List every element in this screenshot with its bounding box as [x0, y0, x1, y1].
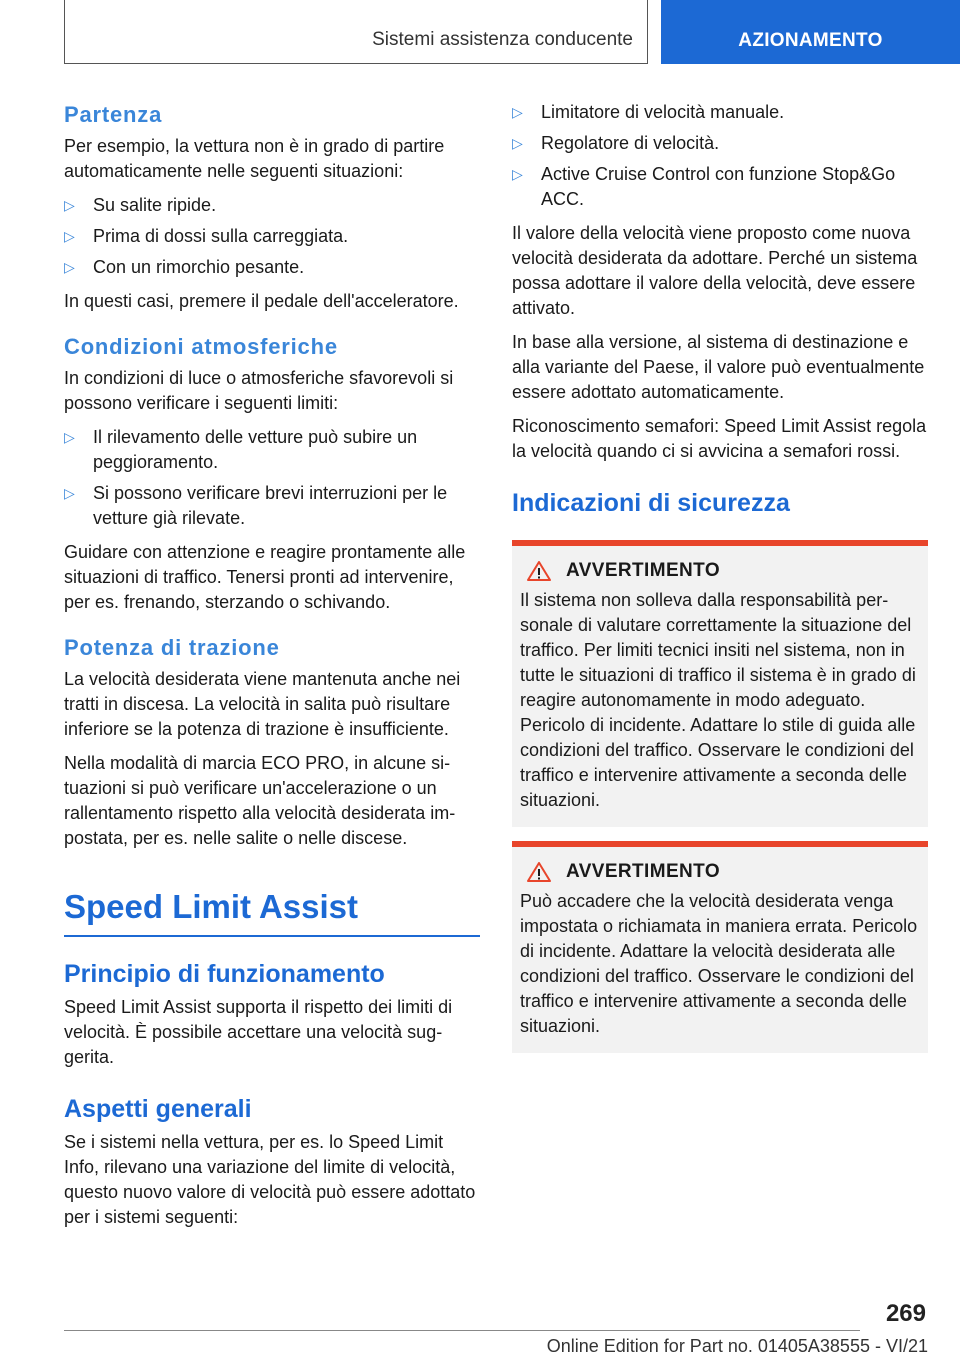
triangle-right-icon: ▷: [64, 429, 75, 445]
right-column: [512, 100, 928, 1067]
warning-title: AVVERTIMENTO: [566, 560, 720, 581]
potenza-paragraph-2: Nella modalità di marcia ECO PRO, in alcune situazioni si può verificare un'accelerazione o un rallentamento rispetto alla velocità desiderata impostata, per es. nelle salite o nelle discese.: [64, 753, 456, 848]
principio-paragraph: Speed Limit Assist supporta il rispetto dei limiti di velocità. È possibile accettare una velocità suggerita.: [64, 997, 453, 1067]
triangle-right-icon: ▷: [64, 259, 75, 275]
header-section-title: Sistemi assistenza conducente: [372, 29, 633, 50]
warning-box-1: [512, 540, 928, 827]
warning-header: [520, 560, 920, 582]
condizioni-outro: Guidare con attenzione e reagire prontamente alle situazioni di traffico. Tenersi pronti ad intervenire, per es. frenando, sterzando o schivando.: [64, 542, 466, 612]
partenza-intro: Per esempio, la vettura non è in grado di partire automaticamente nelle seguenti situazioni:: [64, 136, 445, 181]
header-chapter-tab: [661, 0, 960, 64]
systems-list: [512, 100, 928, 212]
warning-text: Il sistema non solleva dalla responsabilità personale di valutare correttamente la situazione del traffico. Per limiti tecnici insiti nel sistema, non in tutte le situazioni di traffico il sistema è in grado di reagire autonomamente in modo adeguato. Pericolo di incidente. Adattare lo stile di guida alle condizioni del traffico. Osservare le condizioni del traffico e intervenire attivamente a seconda delle situazioni.: [520, 590, 916, 810]
heading-speed-limit-assist: Speed Limit Assist: [64, 885, 480, 937]
warning-title: AVVERTIMENTO: [566, 861, 720, 882]
list-item: ▷ Limitatore di velocità manuale.: [512, 100, 928, 125]
warning-triangle-icon: [526, 560, 552, 582]
triangle-right-icon: ▷: [64, 228, 75, 244]
triangle-right-icon: ▷: [64, 485, 75, 501]
heading-aspetti: Aspetti generali: [64, 1095, 252, 1123]
list-item: ▷ Active Cruise Control con funzione Stop&Go ACC.: [512, 164, 896, 209]
header-section-tab: [64, 0, 648, 64]
heading-partenza: Partenza: [64, 102, 163, 127]
heading-condizioni: Condizioni atmosferiche: [64, 334, 338, 359]
heading-sicurezza: Indicazioni di sicurezza: [512, 489, 790, 517]
page-number: 269: [885, 1300, 926, 1327]
aspetti-paragraph: Se i sistemi nella vettura, per es. lo Speed Limit Info, rilevano una variazione del limite di velocità, questo nuovo valore di velocità può essere adottato per i sistemi seguenti:: [64, 1132, 476, 1227]
heading-principio: Principio di funzionamento: [64, 960, 385, 988]
potenza-paragraph-1: La velocità desiderata viene mantenuta anche nei tratti in discesa. La velocità in salita può risultare inferiore se la potenza di trazione è insufficiente.: [64, 669, 461, 739]
condizioni-list: [64, 425, 480, 531]
warning-triangle-icon: [526, 861, 552, 883]
partenza-outro: In questi casi, premere il pedale dell'acceleratore.: [64, 291, 459, 311]
triangle-right-icon: ▷: [512, 104, 523, 120]
header-chapter-title: AZIONAMENTO: [738, 30, 883, 51]
partenza-list: [64, 193, 480, 280]
heading-potenza: Potenza di trazione: [64, 635, 280, 660]
list-item: ▷ Il rilevamento delle vetture può subire un peggioramento.: [64, 427, 418, 472]
triangle-right-icon: ▷: [512, 166, 523, 182]
triangle-right-icon: ▷: [512, 135, 523, 151]
triangle-right-icon: ▷: [64, 197, 75, 213]
list-item: ▷ Su salite ripide.: [64, 193, 480, 218]
warning-box-2: [512, 841, 928, 1053]
list-item: ▷ Regolatore di velocità.: [512, 131, 928, 156]
right-paragraph-2: In base alla versione, al sistema di destinazione e alla variante del Paese, il valore può eventualmente essere adottato automaticamente.: [512, 332, 925, 402]
footer-edition: Online Edition for Part no. 01405A38555 - VI/21: [546, 1336, 928, 1356]
warning-header: [520, 861, 920, 883]
condizioni-intro: In condizioni di luce o atmosferiche sfavorevoli si possono verificare i seguenti limiti:: [64, 368, 454, 413]
right-paragraph-3: Riconoscimento semafori: Speed Limit Assist regola la velocità quando ci si avvicina a semafori rossi.: [512, 416, 927, 461]
list-item: ▷ Si possono verificare brevi interruzioni per le vetture già rilevate.: [64, 483, 448, 528]
left-column: [64, 100, 480, 1239]
right-paragraph-1: Il valore della velocità viene proposto come nuova velocità desiderata da adottare. Perché un sistema possa adottare il valore della velocità, deve essere attivato.: [512, 223, 918, 318]
list-item: ▷ Con un rimorchio pesante.: [64, 255, 480, 280]
list-item: ▷ Prima di dossi sulla carreggiata.: [64, 224, 480, 249]
footer-divider: [64, 1330, 860, 1331]
warning-text: Può accadere che la velocità desiderata venga impostata o richiamata in maniera errata. Pericolo di incidente. Adattare la velocità desiderata alle condizioni del traffico. Osservare le condizioni del traffico e intervenire attivamente a seconda delle situazioni.: [520, 891, 918, 1036]
